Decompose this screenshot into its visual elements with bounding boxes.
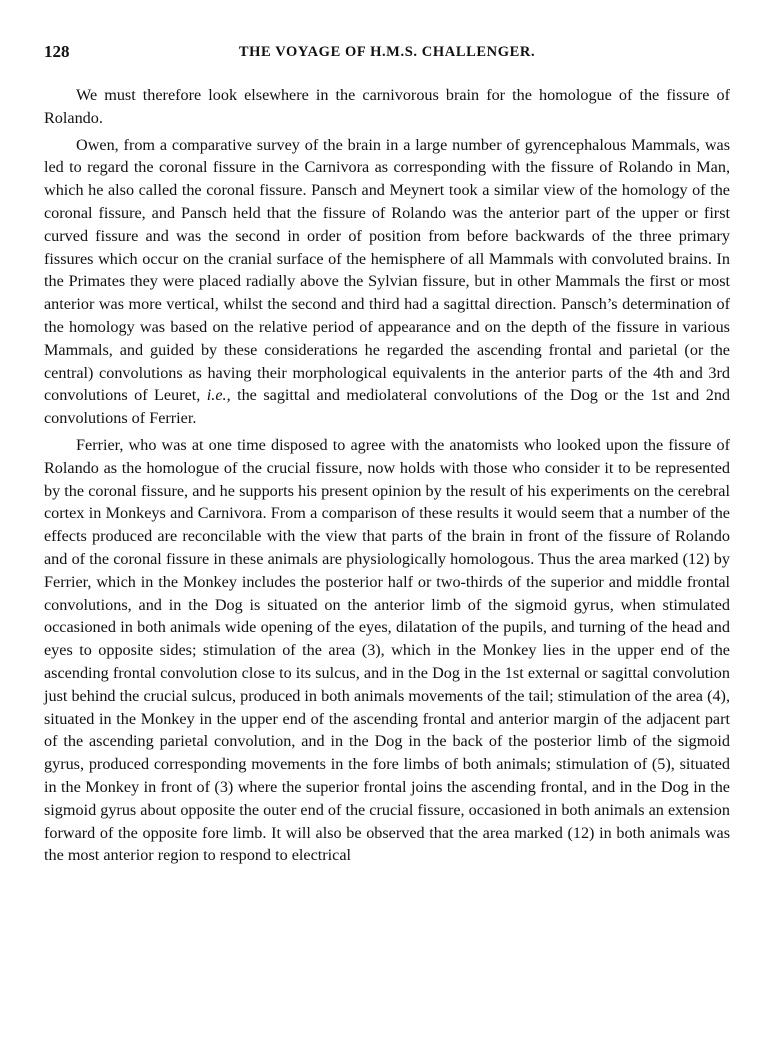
book-page <box>44 40 730 871</box>
paragraph-2-italic: i.e., <box>206 386 231 405</box>
page-number: 128 <box>44 42 70 61</box>
body-text <box>44 84 730 867</box>
paragraph-1 <box>44 84 730 130</box>
paragraph-2-text: Owen, from a comparative survey of the brain in a large number of gyrencephalous Mammals, was led to regard the coronal fissure in the Carnivora as corresponding with the fissure of Rolando in Man, which he also called the coronal fissure. Pansch and Meynert took a similar view of the homology of the coronal fissure, and Pansch held that the fissure of Rolando was the anterior part of the upper or first curved fissure and was the second in order of position from before backwards of the three primary fissures which occur on the cranial surface of the hemisphere of all Mammals with convoluted brains. In the Primates they were placed radially above the Sylvian fissure, but in other Mammals the first or most anterior was more vertical, whilst the second and third had a sagittal direction. Pansch’s determination of the homology was based on the relative period of appearance and on the depth of the fissure in various Mammals, and guided by these considerations he regarded the ascending frontal and parietal (or the central) convolutions as having their morphological equivalents in the anterior parts of the 4th and 3rd convolutions of Leuret, <box>44 135 730 405</box>
running-title: THE VOYAGE OF H.M.S. CHALLENGER. <box>238 44 536 60</box>
paragraph-2 <box>44 134 730 430</box>
paragraph-3 <box>44 434 730 867</box>
paragraph-3-text: Ferrier, who was at one time disposed to agree with the anatomists who looked upon the fissure of Rolando as the homologue of the crucial fissure, now holds with those who consider it to be represented by the coronal fissure, and he supports his present opinion by the result of his experiments on the cerebral cortex in Monkeys and Carnivora. From a comparison of these results it would seem that a number of the effects produced are reconcilable with the view that parts of the brain in front of the fissure of Rolando and of the coronal fissure in these animals are physiologically homologous. Thus the area marked (12) by Ferrier, which in the Monkey includes the posterior half or two-thirds of the superior and middle frontal convolutions, and in the Dog is situated on the anterior limb of the sigmoid gyrus, when stimulated occasioned in both animals wide opening of the eyes, dilatation of the pupils, and turning of the head and eyes to opposite sides; stimulation of the area (3), which in the Monkey lies in the upper end of the ascending frontal convolution close to its sulcus, and in the Dog in the 1st external or sagittal convolution just behind the crucial sulcus, produced in both animals movements of the tail; stimulation of the area (4), situated in the Monkey in the upper end of the ascending frontal and anterior margin of the adjacent part of the ascending parietal convolution, and in the Dog in the back of the posterior limb of the sigmoid gyrus, produced corresponding movements in the fore limbs of both animals; stimulation of (5), situated in the Monkey in front of (3) where the superior frontal joins the ascending frontal, and in the Dog in the sigmoid gyrus about opposite the outer end of the crucial fissure, occasioned in both animals an extension forward of the opposite fore limb. It will also be observed that the area marked (12) in both animals was the most anterior region to respond to electrical <box>44 435 730 865</box>
paragraph-2-after: the sagittal and mediolateral convolutions of the Dog or the 1st and 2nd convolutions of Ferrier. <box>44 386 731 428</box>
paragraph-1-text: We must therefore look elsewhere in the carnivorous brain for the homologue of the fissure of Rolando. <box>44 86 730 127</box>
running-head <box>44 40 730 64</box>
